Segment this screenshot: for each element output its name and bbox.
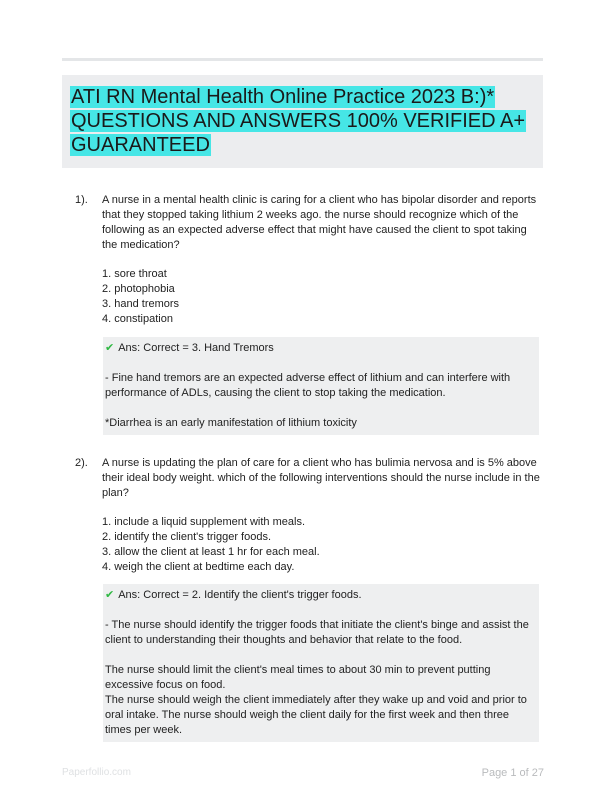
- option-item: 4. constipation: [102, 313, 173, 325]
- option-item: 2. photophobia: [102, 283, 175, 295]
- question-text: A nurse is updating the plan of care for a client who has bulimia nervosa and is 5% above their ideal body weight. which of the following interventions should the nurse include in the plan?: [102, 457, 540, 499]
- question-number: 2).: [75, 457, 88, 469]
- explanation-text: *Diarrhea is an early manifestation of lithium toxicity: [105, 417, 357, 429]
- answer-box: [103, 337, 539, 435]
- option-list: [102, 515, 320, 575]
- answer-text: Ans: Correct = 3. Hand Tremors: [118, 342, 274, 354]
- question-number: 1).: [75, 194, 88, 206]
- answer-box: [103, 584, 539, 742]
- answer-text: Ans: Correct = 2. Identify the client's trigger foods.: [118, 589, 362, 601]
- top-divider: [62, 58, 543, 61]
- answer-line: [103, 341, 534, 356]
- option-item: 4. weigh the client at bedtime each day.: [102, 561, 295, 573]
- question-text: A nurse in a mental health clinic is caring for a client who has bipolar disorder and reports that they stopped taking lithium 2 weeks ago. the nurse should recognize which of the following as an expected adverse effect that might have caused the client to spot taking the medication?: [102, 194, 537, 251]
- option-list: [102, 267, 179, 327]
- answer-line: [103, 588, 534, 603]
- option-item: 3. hand tremors: [102, 298, 180, 310]
- footer-watermark: Paperfollio.com: [62, 767, 131, 778]
- option-item: 1. include a liquid supplement with meals.: [102, 516, 306, 528]
- option-item: 1. sore throat: [102, 268, 167, 280]
- option-item: 2. identify the client's trigger foods.: [102, 531, 272, 543]
- checkmark-icon: ✔: [105, 589, 115, 601]
- page-title: ATI RN Mental Health Online Practice 2023 B:)* QUESTIONS AND ANSWERS 100% VERIFIED A+ GUARANTEED: [71, 86, 526, 156]
- page-number: Page 1 of 27: [481, 767, 544, 779]
- option-item: 3. allow the client at least 1 hr for each meal.: [102, 546, 320, 558]
- explanation-text: The nurse should weigh the client immediately after they wake up and void and prior to oral intake. The nurse should weigh the client daily for the first week and then three times per week.: [105, 694, 527, 736]
- explanation-text: - The nurse should identify the trigger foods that initiate the client's binge and assist the client to understanding their thoughts and behavior that relate to the food.: [105, 619, 529, 646]
- explanation-text: - Fine hand tremors are an expected adverse effect of lithium and can interfere with performance of ADLs, causing the client to stop taking the medication.: [105, 372, 511, 399]
- title-banner: [62, 75, 543, 168]
- explanation-text: The nurse should limit the client's meal times to about 30 min to prevent putting excessive focus on food.: [105, 664, 491, 691]
- checkmark-icon: ✔: [105, 342, 115, 354]
